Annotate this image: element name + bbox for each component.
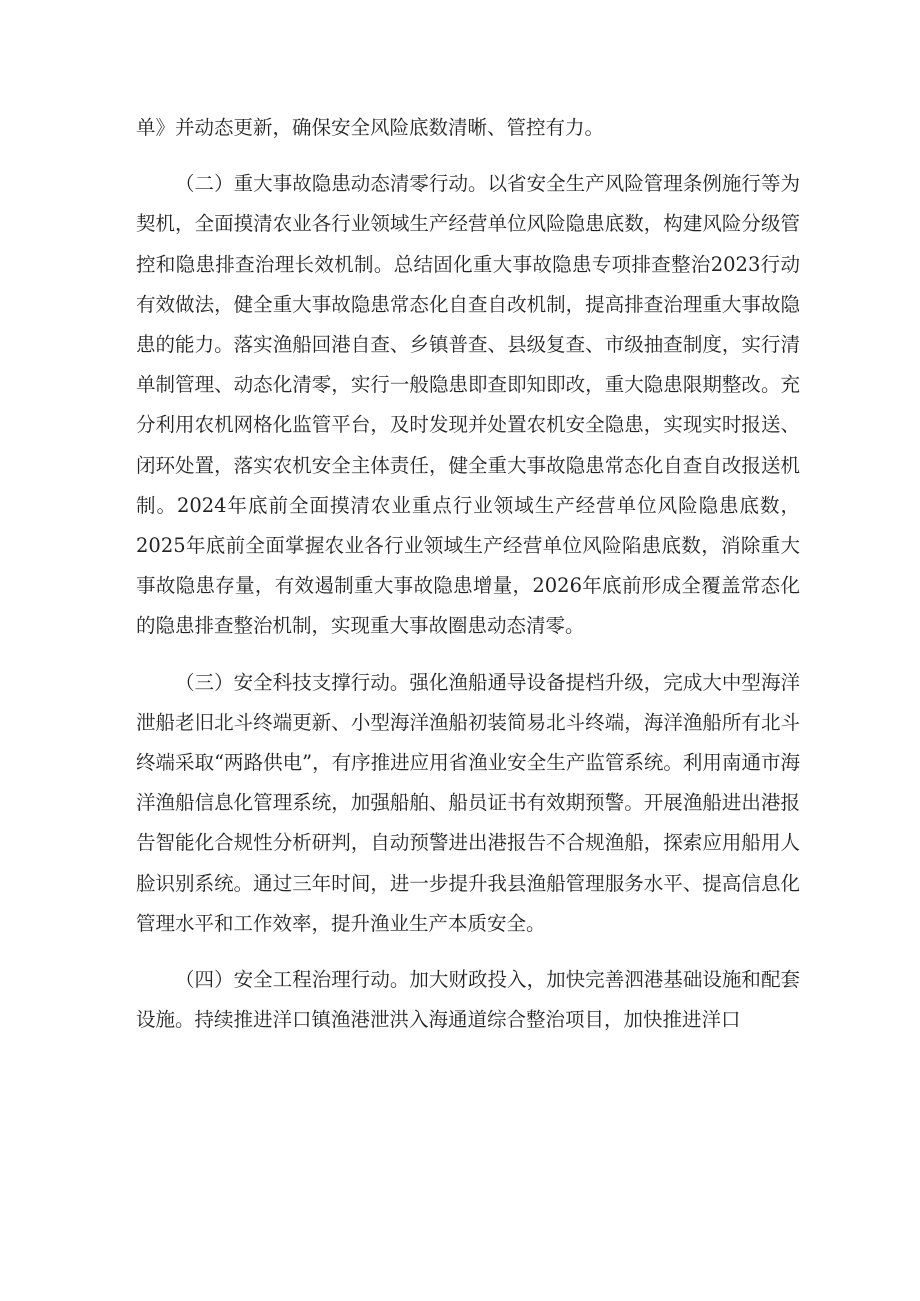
paragraph-section-3-tech-support: （三）安全科技支撑行动。强化渔船通导设备提档升级，完成大中型海洋泄船老旧北斗终端更新、小型海洋渔船初装简易北斗终端，海洋渔船所有北斗终端采取“两路供电”，有序推进应用省渔业安全生产监管系统。利用南通市海洋渔船信息化管理系统，加强船舶、船员证书有效期预警。开展渔船进出港报告智能化合规性分析研判，自动预警进出港报告不合规渔船，探索应用船用人脸识别系统。通过三年时间，进一步提升我县渔船管理服务水平、提高信息化管理水平和工作效率，提升渔业生产本质安全。: [136, 670, 800, 935]
paragraph-continuation: 单》并动态更新，确保安全风险底数清晰、管控有力。: [136, 116, 605, 139]
paragraph-section-2-hazard-clearance: （二）重大事故隐患动态清零行动。以省安全生产风险管理条例施行等为契机，全面摸清农业各行业领域生产经营单位风险隐患底数，构建风险分级管控和隐患排查治理长效机制。总结固化重大事故隐患专项排查整治2023行动有效做法，健全重大事故隐患常态化自查自改机制，提高排查治理重大事故隐患的能力。落实渔船回港自查、乡镇普查、县级复查、市级抽查制度，实行清单制管理、动态化清零，实行一般隐患即查即知即改，重大隐患限期整改。充分利用农机网格化监管平台，及时发现并处置农机安全隐患，实现实时报送、闭环处置，落实农机安全主体责任，健全重大事故隐患常态化自查自改报送机制。2024年底前全面摸清农业重点行业领域生产经营单位风险隐患底数，2025年底前全面掌握农业各行业领域生产经营单位风险陷患底数，消除重大事故隐患存量，有效遏制重大事故隐患增量，2026年底前形成全覆盖常态化的隐患排查整治机制，实现重大事故圈患动态清零。: [136, 172, 800, 638]
paragraph-section-4-engineering: （四）安全工程治理行动。加大财政投入，加快完善泗港基础设施和配套设施。持续推进洋口镇渔港泄洪入海通道综合整治项目，加快推进洋口: [136, 968, 800, 1032]
document-page: [136, 108, 800, 1040]
